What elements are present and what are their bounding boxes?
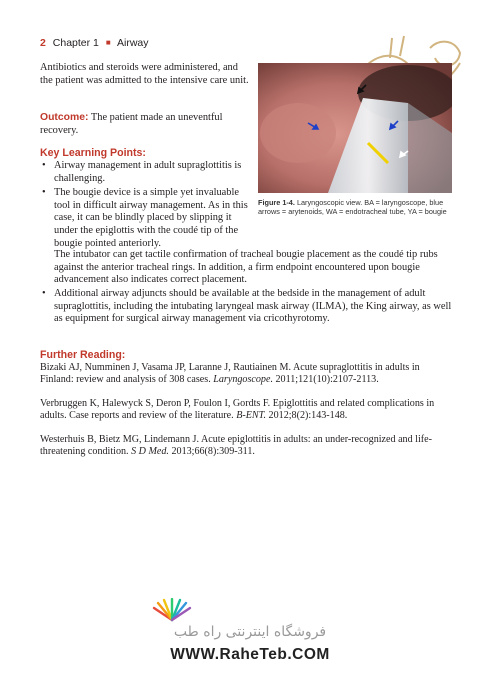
reference-citation: 2011;121(10):2107-2113. <box>272 374 379 386</box>
key-point-continuation: The intubator can get tactile confirmation of tracheal bougie placement as the coudé tip rubs against the anterior tracheal rings. In addition, a firm endpoint encountered upon bougie advancement also indicates correct placement. <box>54 249 438 286</box>
book-rainbow-logo-icon <box>150 598 194 622</box>
key-points-list <box>40 160 252 252</box>
section-label: Airway <box>117 37 149 49</box>
store-name-persian: فروشگاه اینترنتی راه طب <box>173 624 327 640</box>
reference-journal: S D Med. <box>131 446 169 458</box>
reference-citation: 2013;66(8):309-311. <box>168 446 255 458</box>
page-number: 2 <box>40 37 46 49</box>
reference-item <box>40 362 452 387</box>
running-header <box>40 37 149 49</box>
list-item: • The bougie device is a simple yet invaluable tool in difficult airway management. As in this case, it can be blindly placed by slipping it under the epiglottis with the coudé tip of the bougie pointed anteriorly. <box>40 187 252 250</box>
outcome-paragraph <box>40 112 250 137</box>
reference-text: Verbruggen K, Halewyck S, Deron P, Foulon I, Gordts F. Epiglottitis and related complications in adults. Case reports and review of the literature. <box>40 398 435 422</box>
reference-item <box>40 434 452 459</box>
figure-caption-text: Laryngoscopic view. BA = laryngoscope, blue arrows = arytenoids, WA = endotracheal tube, YA = bougie <box>258 198 447 217</box>
list-item: • Airway management in adult supraglottitis is challenging. <box>40 160 252 185</box>
key-points-heading: Key Learning Points: <box>40 147 146 159</box>
intro-paragraph: Antibiotics and steroids were administered, and the patient was admitted to the intensive care unit. <box>40 62 249 86</box>
figure-caption <box>258 198 452 217</box>
reference-citation: 2012;8(2):143-148. <box>266 410 348 422</box>
reference-journal: Laryngoscope. <box>213 374 273 386</box>
reference-item <box>40 398 452 423</box>
reference-text: Westerhuis B, Bietz MG, Lindemann J. Acute epiglottitis in adults: an under-recognized and life-threatening condition. <box>40 434 432 458</box>
separator-square-icon: ■ <box>105 38 111 47</box>
store-url-link[interactable]: WWW.RaheTeb.COM <box>170 646 330 663</box>
reference-text: Bizaki AJ, Numminen J, Vasama JP, Laranne J, Rautiainen M. Acute supraglottitis in adults in Finland: review and analysis of 308 cases. <box>40 362 420 386</box>
outcome-text: The patient made an uneventful recovery. <box>40 112 223 136</box>
list-item: • Additional airway adjuncts should be available at the bedside in the management of adult supraglottitis, including the intubating laryngeal mask airway (ILMA), the King airway, as well as equipment for surgical airway management via cricothyrotomy. <box>40 288 452 326</box>
further-reading-heading: Further Reading: <box>40 349 126 361</box>
figure-label: Figure 1-4. <box>258 198 295 207</box>
reference-journal: B-ENT. <box>236 410 267 422</box>
chapter-label: Chapter 1 <box>52 37 99 49</box>
laryngoscopic-figure-image <box>258 63 452 193</box>
key-points-list-continued <box>40 288 452 326</box>
outcome-label: Outcome: <box>40 112 89 123</box>
